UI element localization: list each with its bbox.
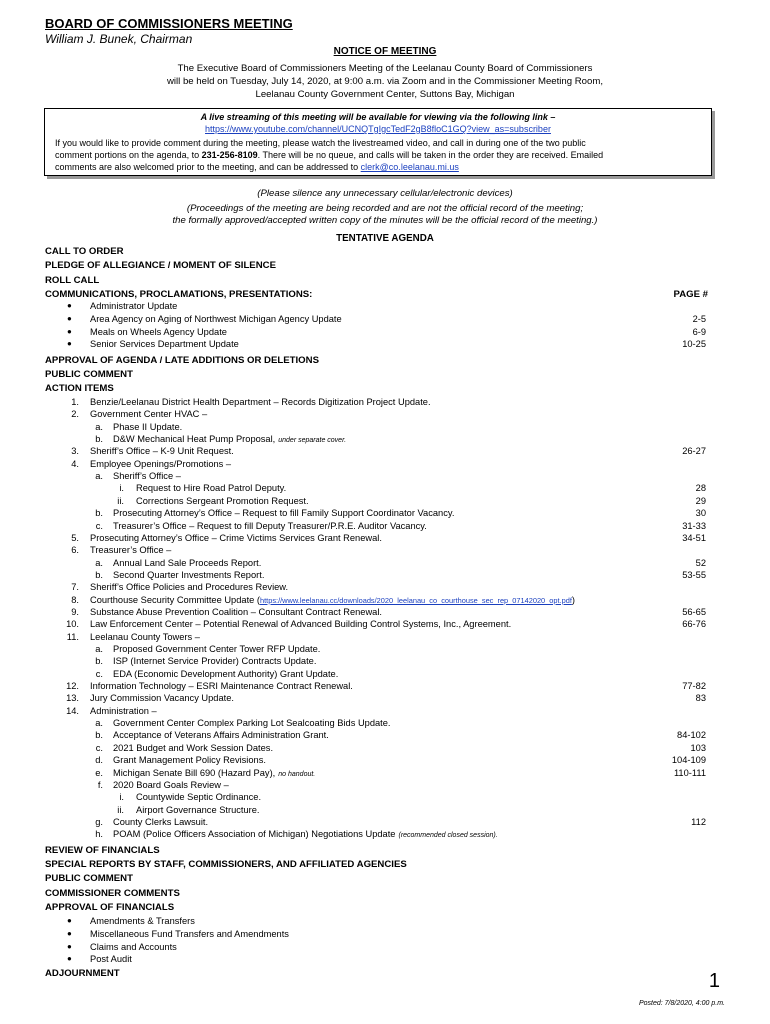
action-item-row xyxy=(0,496,770,509)
action-item-row xyxy=(0,582,770,595)
action-item-row xyxy=(0,558,770,571)
notice-line-3: Leelanau County Government Center, Suttons Bay, Michigan xyxy=(255,89,515,100)
action-item-row xyxy=(0,743,770,756)
action-item-text xyxy=(113,656,316,666)
section-approval-agenda: APPROVAL OF AGENDA / LATE ADDITIONS OR DELETIONS xyxy=(45,355,319,366)
action-item-label: Treasurer’s Office – xyxy=(90,545,172,556)
action-item-marker: h. xyxy=(95,829,103,840)
action-item-page: 28 xyxy=(695,483,706,494)
action-item-text xyxy=(113,644,320,654)
action-item-label: D&W Mechanical Heat Pump Proposal, xyxy=(113,434,276,445)
action-item-row xyxy=(0,817,770,830)
call-in-line-3 xyxy=(55,162,459,172)
action-item-label: Jury Commission Vacancy Update. xyxy=(90,693,234,704)
action-item-label: 2021 Budget and Work Session Dates. xyxy=(113,742,274,753)
section-special-reports: SPECIAL REPORTS BY STAFF, COMMISSIONERS, AND AFFILIATED AGENCIES xyxy=(45,859,407,870)
action-item-row xyxy=(0,656,770,669)
action-item-note: (recommended closed session). xyxy=(398,832,498,840)
action-item-row xyxy=(0,693,770,706)
action-item-page: 30 xyxy=(695,508,706,519)
action-item-row xyxy=(0,533,770,546)
action-item-marker: 6. xyxy=(71,545,79,556)
communications-item xyxy=(0,301,770,314)
notice-line-2: will be held on Tuesday, July 14, 2020, at 9:00 a.m. via Zoom and in the Commissioner Meeting Room, xyxy=(166,76,604,87)
action-item-page: 84-102 xyxy=(677,730,706,741)
action-item-text xyxy=(136,792,261,802)
action-item-page: 34-51 xyxy=(682,532,706,543)
action-item-row xyxy=(0,730,770,743)
action-item-marker: 5. xyxy=(71,532,79,543)
communications-item-page: 6-9 xyxy=(692,326,706,337)
action-item-row xyxy=(0,644,770,657)
action-item-text xyxy=(90,397,431,407)
email-text: comments are also welcomed prior to the meeting, and can be addressed to xyxy=(55,162,361,172)
action-item-marker: a. xyxy=(95,718,103,729)
action-item-text xyxy=(90,693,234,703)
action-item-text xyxy=(90,706,157,716)
action-item-text xyxy=(113,829,498,839)
action-item-row xyxy=(0,619,770,632)
action-item-marker: 12. xyxy=(66,681,79,692)
action-item-label: Sheriff’s Office Policies and Procedures Review. xyxy=(90,582,289,593)
action-item-text xyxy=(90,595,575,605)
chairman-name: William J. Bunek, Chairman xyxy=(45,32,193,46)
action-item-note: under separate cover. xyxy=(278,437,347,445)
action-item-label: Law Enforcement Center – Potential Renewal of Advanced Building Control Systems, Inc., Agreement. xyxy=(90,619,512,630)
section-communications: COMMUNICATIONS, PROCLAMATIONS, PRESENTATIONS: xyxy=(45,289,313,300)
communications-item-text: Administrator Update xyxy=(90,301,178,311)
action-item-text xyxy=(113,422,182,432)
action-item-row xyxy=(0,669,770,682)
action-item-row xyxy=(0,446,770,459)
silence-note: (Please silence any unnecessary cellular/electronic devices) xyxy=(257,188,513,199)
action-item-page: 29 xyxy=(695,495,706,506)
action-item-text xyxy=(90,619,511,629)
action-item-text xyxy=(113,521,427,531)
action-item-label: Administration – xyxy=(90,705,157,716)
action-item-marker: ii. xyxy=(117,804,124,815)
action-item-label: Grant Management Policy Revisions. xyxy=(113,755,266,766)
action-item-label: Benzie/Leelanau District Health Department – Records Digitization Project Update. xyxy=(90,397,431,407)
action-item-text xyxy=(90,632,200,642)
call-in-text-a: comment portions on the agenda, to xyxy=(55,150,202,160)
action-item-marker: i. xyxy=(119,483,124,494)
action-item-marker: 1. xyxy=(71,397,79,407)
communications-item-text: Area Agency on Aging of Northwest Michigan Agency Update xyxy=(90,313,342,324)
action-item-label: Request to Hire Road Patrol Deputy. xyxy=(136,483,287,494)
bullet-icon: ● xyxy=(67,339,72,349)
action-item-row xyxy=(0,508,770,521)
financials-item xyxy=(0,929,770,942)
action-item-label: Michigan Senate Bill 690 (Hazard Pay), xyxy=(113,767,276,778)
action-item-page: 66-76 xyxy=(682,619,706,630)
action-item-page: 77-82 xyxy=(682,681,706,692)
call-in-line-2 xyxy=(55,150,603,160)
financials-item xyxy=(0,942,770,955)
action-item-label: Acceptance of Veterans Affairs Administration Grant. xyxy=(113,730,329,741)
action-item-text xyxy=(113,669,338,679)
financials-item-text: Post Audit xyxy=(90,954,132,965)
action-item-page: 83 xyxy=(695,693,706,704)
action-item-row xyxy=(0,570,770,583)
action-item-label: POAM (Police Officers Association of Michigan) Negotiations Update xyxy=(113,829,396,840)
action-item-text xyxy=(113,558,261,568)
action-item-text xyxy=(113,743,273,753)
action-item-page: 104-109 xyxy=(671,755,706,766)
action-item-text xyxy=(113,730,329,740)
action-item-text xyxy=(90,533,382,543)
agenda-title: TENTATIVE AGENDA xyxy=(336,233,434,244)
section-adjournment: ADJOURNMENT xyxy=(45,968,120,979)
action-item-marker: g. xyxy=(95,816,103,827)
section-call-to-order: CALL TO ORDER xyxy=(45,246,124,257)
action-item-row xyxy=(0,718,770,731)
recording-note-1: (Proceedings of the meeting are being recorded and are not the official record of the meeting; xyxy=(186,203,584,214)
communications-item-text: Meals on Wheels Agency Update xyxy=(90,326,227,337)
action-item-row xyxy=(0,607,770,620)
section-public-comment-2: PUBLIC COMMENT xyxy=(45,873,133,884)
action-item-marker: c. xyxy=(95,520,103,531)
action-item-marker: a. xyxy=(95,421,103,432)
action-item-text xyxy=(90,446,234,456)
bullet-icon: ● xyxy=(67,313,72,323)
livestream-info-box xyxy=(44,108,712,176)
document-title: BOARD OF COMMISSIONERS MEETING xyxy=(45,16,293,31)
communications-item xyxy=(0,314,770,327)
action-item-label: Prosecuting Attorney’s Office – Request to fill Family Support Coordinator Vacancy. xyxy=(113,508,455,519)
recording-note-2: the formally approved/accepted written copy of the minutes will be the official record of the meeting.) xyxy=(172,215,598,226)
action-item-label: Phase II Update. xyxy=(113,421,183,432)
call-in-line-1: If you would like to provide comment during the meeting, please watch the livestreamed video, and call in during one of the two public xyxy=(55,138,586,148)
action-item-page: 112 xyxy=(691,816,706,827)
action-item-label: Substance Abuse Prevention Coalition – Consultant Contract Renewal. xyxy=(90,606,382,617)
action-item-marker: 2. xyxy=(71,409,79,420)
clerk-email-link[interactable]: clerk@co.leelanau.mi.us xyxy=(360,162,459,172)
action-item-note: no handout. xyxy=(278,770,316,778)
action-item-page: 31-33 xyxy=(682,520,706,531)
call-in-text-b: . There will be no queue, and calls will be taken in the order they are received. Emailed xyxy=(257,150,604,160)
action-item-marker: 14. xyxy=(66,705,79,716)
action-item-marker: b. xyxy=(95,434,103,445)
action-item-label: Government Center HVAC – xyxy=(90,409,208,420)
action-item-marker: a. xyxy=(95,644,103,654)
action-item-label: ISP (Internet Service Provider) Contracts Update. xyxy=(113,656,317,667)
action-item-label: Countywide Septic Ordinance. xyxy=(136,792,262,803)
action-item-page: 52 xyxy=(695,557,706,568)
action-item-text xyxy=(113,570,264,580)
action-item-marker: b. xyxy=(95,508,103,519)
action-item-text xyxy=(113,508,454,518)
courthouse-report-link[interactable]: https://www.leelanau.cc/downloads/2020_leelanau_co_courthouse_sec_rep_07142020_opt.pdf xyxy=(260,595,572,605)
section-pledge: PLEDGE OF ALLEGIANCE / MOMENT OF SILENCE xyxy=(45,260,276,271)
communications-item-page: 2-5 xyxy=(692,313,706,324)
section-action-items: ACTION ITEMS xyxy=(45,383,114,394)
action-item-text xyxy=(113,768,315,778)
action-item-row xyxy=(0,434,770,447)
action-item-row xyxy=(0,681,770,694)
action-item-marker: b. xyxy=(95,730,103,741)
action-item-label: Proposed Government Center Tower RFP Update. xyxy=(113,644,321,654)
action-item-row xyxy=(0,829,770,842)
action-item-row xyxy=(0,521,770,534)
financials-item-text: Claims and Accounts xyxy=(90,941,177,952)
action-item-row xyxy=(0,422,770,435)
action-item-row xyxy=(0,595,770,608)
action-item-page: 26-27 xyxy=(682,446,706,457)
action-item-row xyxy=(0,632,770,645)
action-item-label: Employee Openings/Promotions – xyxy=(90,458,232,469)
action-item-text xyxy=(90,545,171,555)
action-item-marker: a. xyxy=(95,471,103,482)
action-item-marker: i. xyxy=(119,792,124,803)
action-item-row xyxy=(0,397,770,410)
action-item-page: 53-55 xyxy=(682,569,706,580)
action-item-label: Corrections Sergeant Promotion Request. xyxy=(136,495,309,506)
action-item-row xyxy=(0,459,770,472)
action-item-row xyxy=(0,471,770,484)
action-item-row xyxy=(0,792,770,805)
action-item-label: Sheriff’s Office – xyxy=(113,471,181,482)
action-item-text xyxy=(113,755,266,765)
action-item-page: 110-111 xyxy=(673,767,706,778)
action-item-marker: 10. xyxy=(66,619,79,630)
action-item-row xyxy=(0,755,770,768)
action-item-label: County Clerks Lawsuit. xyxy=(113,816,209,827)
action-item-text xyxy=(90,409,207,419)
section-public-comment: PUBLIC COMMENT xyxy=(45,369,133,380)
action-item-text xyxy=(136,483,286,493)
action-item-text xyxy=(136,805,260,815)
action-item-text xyxy=(113,718,391,728)
action-item-label: Airport Governance Structure. xyxy=(136,804,260,815)
bullet-icon: ● xyxy=(67,954,72,964)
communications-item-text: Senior Services Department Update xyxy=(90,339,239,350)
action-item-marker: 8. xyxy=(71,594,79,605)
page-number-header: PAGE # xyxy=(673,289,708,300)
action-item-marker: 3. xyxy=(71,446,79,457)
livestream-link[interactable]: https://www.youtube.com/channel/UCNQTgIgcTedF2gB8floC1GQ?view_as=subscriber xyxy=(205,124,551,134)
section-review-financials: REVIEW OF FINANCIALS xyxy=(45,845,160,856)
financials-item-text: Amendments & Transfers xyxy=(90,916,195,926)
action-item-text xyxy=(90,607,382,617)
action-item-label: Information Technology – ESRI Maintenance Contract Renewal. xyxy=(90,681,353,692)
action-item-row xyxy=(0,409,770,422)
action-item-marker: 11. xyxy=(66,631,79,642)
action-item-marker: ii. xyxy=(117,495,124,506)
section-commissioner-comments: COMMISSIONER COMMENTS xyxy=(45,888,180,899)
action-item-marker: c. xyxy=(95,668,103,679)
financials-item-text: Miscellaneous Fund Transfers and Amendments xyxy=(90,928,289,939)
action-item-marker: 9. xyxy=(71,606,79,617)
communications-item-page: 10-25 xyxy=(682,339,706,350)
financials-item xyxy=(0,954,770,967)
action-item-page: 56-65 xyxy=(682,606,706,617)
action-item-label: Treasurer’s Office – Request to fill Deputy Treasurer/P.R.E. Auditor Vacancy. xyxy=(113,520,427,531)
action-item-marker: b. xyxy=(95,569,103,580)
notice-title: NOTICE OF MEETING xyxy=(333,46,437,57)
bullet-icon: ● xyxy=(67,941,72,951)
bullet-icon: ● xyxy=(67,326,72,336)
phone-number: 231-256-8109 xyxy=(201,150,258,160)
financials-item xyxy=(0,916,770,929)
action-item-text xyxy=(90,582,288,592)
action-item-label: Annual Land Sale Proceeds Report. xyxy=(113,557,262,568)
action-item-label: Leelanau County Towers – xyxy=(90,631,200,642)
action-item-text xyxy=(90,681,353,691)
bullet-icon: ● xyxy=(67,928,72,938)
action-item-text xyxy=(136,496,309,506)
action-item-marker: b. xyxy=(95,656,103,667)
action-item-marker: e. xyxy=(95,767,103,778)
action-item-label: Courthouse Security Committee Update ( xyxy=(90,594,260,605)
action-item-text xyxy=(113,434,346,444)
notice-line-1: The Executive Board of Commissioners Meeting of the Leelanau County Board of Commissioners xyxy=(177,63,593,74)
action-item-label: Government Center Complex Parking Lot Sealcoating Bids Update. xyxy=(113,718,391,729)
action-item-row xyxy=(0,780,770,793)
link-close-paren: ) xyxy=(571,594,575,605)
action-item-text xyxy=(113,471,181,481)
section-approval-financials: APPROVAL OF FINANCIALS xyxy=(45,902,175,913)
action-item-marker: 7. xyxy=(71,582,79,593)
action-item-row xyxy=(0,706,770,719)
action-item-label: EDA (Economic Development Authority) Grant Update. xyxy=(113,668,339,679)
action-item-text xyxy=(113,817,208,827)
action-item-label: 2020 Board Goals Review – xyxy=(113,779,229,790)
action-item-page: 103 xyxy=(690,742,706,753)
action-item-row xyxy=(0,768,770,781)
page-number: 1 xyxy=(708,970,720,992)
action-item-marker: 4. xyxy=(71,458,79,469)
action-item-label: Second Quarter Investments Report. xyxy=(113,569,265,580)
bullet-icon: ● xyxy=(67,916,72,925)
action-item-marker: d. xyxy=(95,755,103,766)
bullet-icon: ● xyxy=(67,301,72,310)
action-item-label: Prosecuting Attorney’s Office – Crime Victims Services Grant Renewal. xyxy=(90,532,382,543)
action-item-label: Sheriff’s Office – K-9 Unit Request. xyxy=(90,446,234,457)
posted-timestamp: Posted: 7/8/2020, 4:00 p.m. xyxy=(638,1000,725,1007)
action-item-row xyxy=(0,545,770,558)
action-item-text xyxy=(113,780,229,790)
action-item-text xyxy=(90,459,231,469)
action-item-marker: c. xyxy=(95,742,103,753)
action-item-row xyxy=(0,483,770,496)
action-item-marker: f. xyxy=(97,779,103,790)
action-item-marker: a. xyxy=(95,557,103,568)
section-roll-call: ROLL CALL xyxy=(45,275,100,286)
action-item-row xyxy=(0,805,770,818)
action-item-marker: 13. xyxy=(66,693,79,704)
livestream-headline: A live streaming of this meeting will be available for viewing via the following link – xyxy=(200,112,556,122)
communications-item xyxy=(0,339,770,352)
communications-item xyxy=(0,327,770,340)
